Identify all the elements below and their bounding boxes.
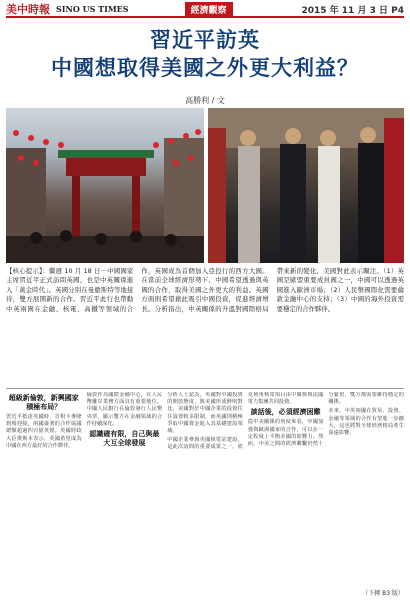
newspaper-english-name: SINO US TIMES — [56, 4, 129, 14]
page-number: P4 — [391, 5, 404, 16]
article-body — [6, 392, 404, 588]
body-paragraph: 倫敦作為國際金融中心，在人民幣離岸業務方面具有重要地位。中國人民銀行在倫敦發行人民幣央票，顯示雙方在金融領域的合作持續深化。 — [86, 392, 163, 427]
state-visit-icon — [208, 108, 404, 263]
headline-line-1: 習近平訪英 — [150, 28, 260, 52]
lead-paragraph: 【核心提示】：繼週 10 月 18 日－中國國家主席習近平正式訪問英國，也是中英關係進入「黃金時代」。英國分別在曼徹斯特等地接待，雙方展開新的合作。習近平此行也帶動中英兩國在金融、核電、高鐵等領域的合作，英國成為首個加入亞投行的西方大國。在當前全球經濟形勢下，中國希望透過與英國的合作，取得美國之外更大的利益。英國方面則希望藉此吸引中國投資，促進經濟增長。分析指出，中英關係的升溫對國際格局帶來新的變化，美國對此表示關注。（1）英國是歐盟重要成員國之一，中國可以透過英國進入歐洲市場；（2）人民幣國際化需要倫敦金融中心的支持；（3）中國的海外投資需要穩定的合作夥伴。 — [6, 267, 404, 313]
continued-note: （下轉 B3 版） — [362, 590, 404, 597]
body-paragraph: 習近平抵達英國時，首相卡麥隆到場迎接，兩國簽署的合作協議總額超過四百億英鎊。英國財政大臣奧斯本表示，英國希望成為中國在西方最好的合作夥伴。 — [6, 414, 82, 449]
section-heading: 超級新倫敦，新興國家積極布局？ — [8, 394, 79, 411]
body-paragraph: 中國企業參與英國核電站建設，是此次訪問的重要成果之一。欣克利角核電項目由中廣核與法國電力集團共同投資。 — [167, 392, 324, 451]
headline-line-2: 中國想取得美國之外更大利益？ — [51, 56, 359, 80]
state-visit-photo — [208, 108, 404, 263]
section-label: 經濟觀察 — [185, 2, 233, 17]
masthead — [6, 2, 404, 18]
byline: 高勝利 / 文 — [185, 96, 225, 105]
body-paragraph: 分析人士認為，英國對中國投資的開放態度，與美國形成鮮明對比。美國對於中國企業的投資往往設置較多限制，而英國則積極爭取中國資金進入其基礎建設領域。 — [167, 392, 243, 435]
chinatown-gate-icon — [6, 108, 204, 263]
body-paragraph: 未來，中英兩國在貿易、投資、金融等領域的合作有望進一步擴大，這也將對全球經濟格局產生深遠影響。 — [328, 408, 404, 437]
divider — [6, 388, 404, 389]
chinatown-photo — [6, 108, 204, 263]
section-heading: 認識確有限，自己與最大互全球發展 — [89, 430, 160, 448]
issue-date: 2015 年 11 月 3 日 P4 — [301, 5, 404, 16]
newspaper-logo: 美中時報 — [6, 3, 50, 16]
section-heading: 談話後，必須經濟困難 — [250, 408, 321, 417]
body-paragraph: 從中美關係的角度來看，中國加強與歐洲國家的合作，可以在一定程度上平衡美國的影響力。然而，中美之間的經濟聯繫仍然十分緊密，雙方都需要維持穩定的關係。 — [247, 392, 404, 448]
